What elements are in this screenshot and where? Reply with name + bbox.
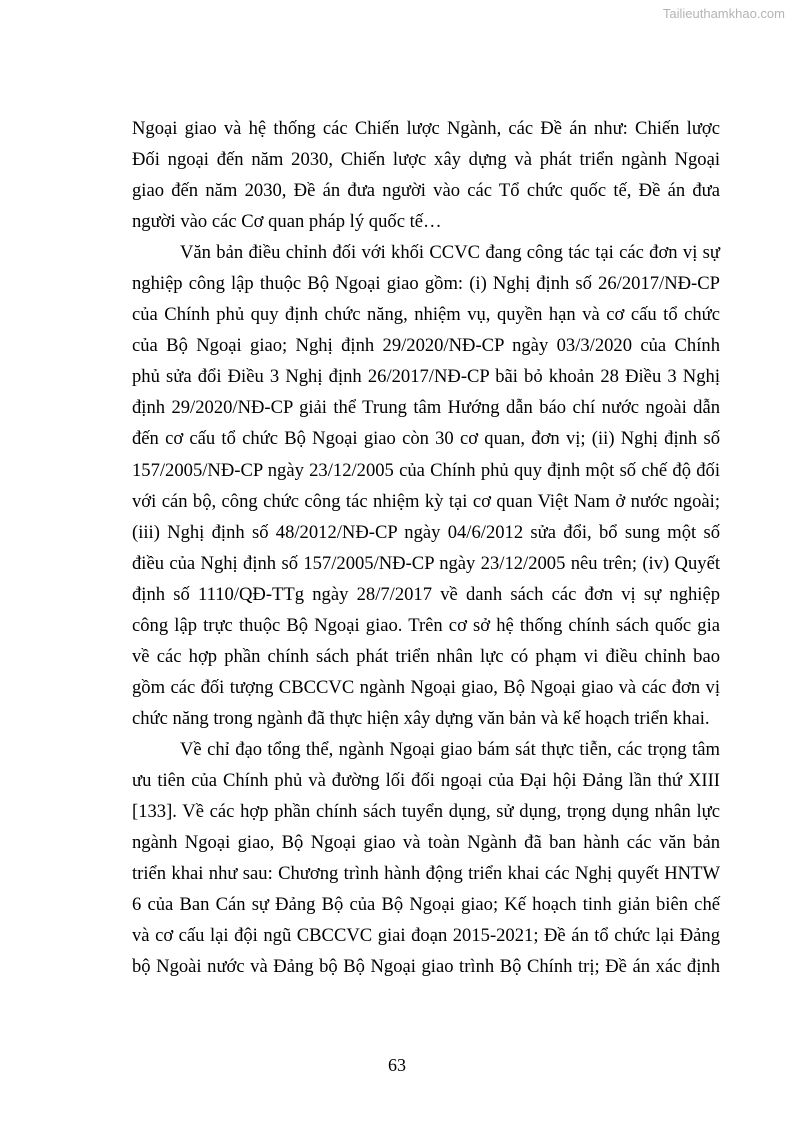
text-line: [133]. Về các hợp phần chính sách tuyển dụng, sử dụng, trọng dụng nhân lực (132, 801, 720, 823)
paragraph-3 (132, 734, 720, 982)
text-line: ưu tiên của Chính phủ và đường lối đối ngoại của Đại hội Đảng lần thứ XIII (132, 769, 720, 791)
text-line: ngành Ngoại giao, Bộ Ngoại giao và toàn Ngành đã ban hành các văn bản (132, 832, 720, 854)
text-line: người vào các Cơ quan pháp lý quốc tế… (132, 211, 442, 233)
text-line: với cán bộ, công chức công tác nhiệm kỳ tại cơ quan Việt Nam ở nước ngoài; (132, 490, 720, 512)
text-line: Ngoại giao và hệ thống các Chiến lược Ngành, các Đề án như: Chiến lược (132, 118, 720, 139)
text-line: về các hợp phần chính sách phát triển nhân lực có phạm vi điều chỉnh bao (132, 645, 720, 667)
text-line: bộ Ngoài nước và Đảng bộ Bộ Ngoại giao trình Bộ Chính trị; Đề án xác định (132, 956, 720, 978)
text-line: 157/2005/NĐ-CP ngày 23/12/2005 của Chính phủ quy định một số chế độ đối (132, 459, 720, 481)
text-line: của Chính phủ quy định chức năng, nhiệm vụ, quyền hạn và cơ cấu tổ chức (132, 304, 720, 326)
text-line: giao đến năm 2030, Đề án đưa người vào các Tổ chức quốc tế, Đề án đưa (132, 180, 720, 202)
text-line: 6 của Ban Cán sự Đảng Bộ của Bộ Ngoại giao; Kế hoạch tinh giản biên chế (132, 894, 720, 916)
text-line: đến cơ cấu tổ chức Bộ Ngoại giao còn 30 cơ quan, đơn vị; (ii) Nghị định số (132, 428, 720, 450)
text-line: của Bộ Ngoại giao; Nghị định 29/2020/NĐ-CP ngày 03/3/2020 của Chính (132, 335, 720, 357)
text-line: Đối ngoại đến năm 2030, Chiến lược xây dựng và phát triển ngành Ngoại (132, 149, 720, 171)
text-line: công lập trực thuộc Bộ Ngoại giao. Trên cơ sở hệ thống chính sách quốc gia (132, 614, 720, 636)
text-line: Văn bản điều chỉnh đối với khối CCVC đang công tác tại các đơn vị sự (180, 242, 720, 264)
text-line: nghiệp công lập thuộc Bộ Ngoại giao gồm: (i) Nghị định số 26/2017/NĐ-CP (132, 273, 720, 295)
paragraph-2 (132, 237, 720, 734)
text-line: Về chỉ đạo tổng thể, ngành Ngoại giao bám sát thực tiễn, các trọng tâm (180, 738, 720, 760)
text-line: phủ sửa đổi Điều 3 Nghị định 26/2017/NĐ-CP bãi bỏ khoản 28 Điều 3 Nghị (132, 366, 720, 388)
text-line: triển khai như sau: Chương trình hành động triển khai các Nghị quyết HNTW (132, 863, 720, 885)
text-line: gồm các đối tượng CBCCVC ngành Ngoại giao, Bộ Ngoại giao và các đơn vị (132, 676, 720, 698)
text-line: định 29/2020/NĐ-CP giải thể Trung tâm Hướng dẫn báo chí nước ngoài dẫn (132, 397, 720, 419)
page-number: 63 (388, 1055, 406, 1075)
text-line: và cơ cấu lại đội ngũ CBCCVC giai đoạn 2015-2021; Đề án tổ chức lại Đảng (132, 925, 720, 947)
text-line: (iii) Nghị định số 48/2012/NĐ-CP ngày 04/6/2012 sửa đổi, bổ sung một số (132, 521, 720, 543)
paragraph-1 (132, 113, 720, 237)
text-line: định số 1110/QĐ-TTg ngày 28/7/2017 về danh sách các đơn vị sự nghiệp (132, 583, 720, 605)
text-line: chức năng trong ngành đã thực hiện xây dựng văn bản và kế hoạch triển khai. (132, 707, 710, 729)
watermark: Tailieuthamkhao.com (662, 6, 785, 21)
text-line: điều của Nghị định số 157/2005/NĐ-CP ngày 23/12/2005 nêu trên; (iv) Quyết (132, 552, 720, 574)
document-body (132, 113, 720, 982)
